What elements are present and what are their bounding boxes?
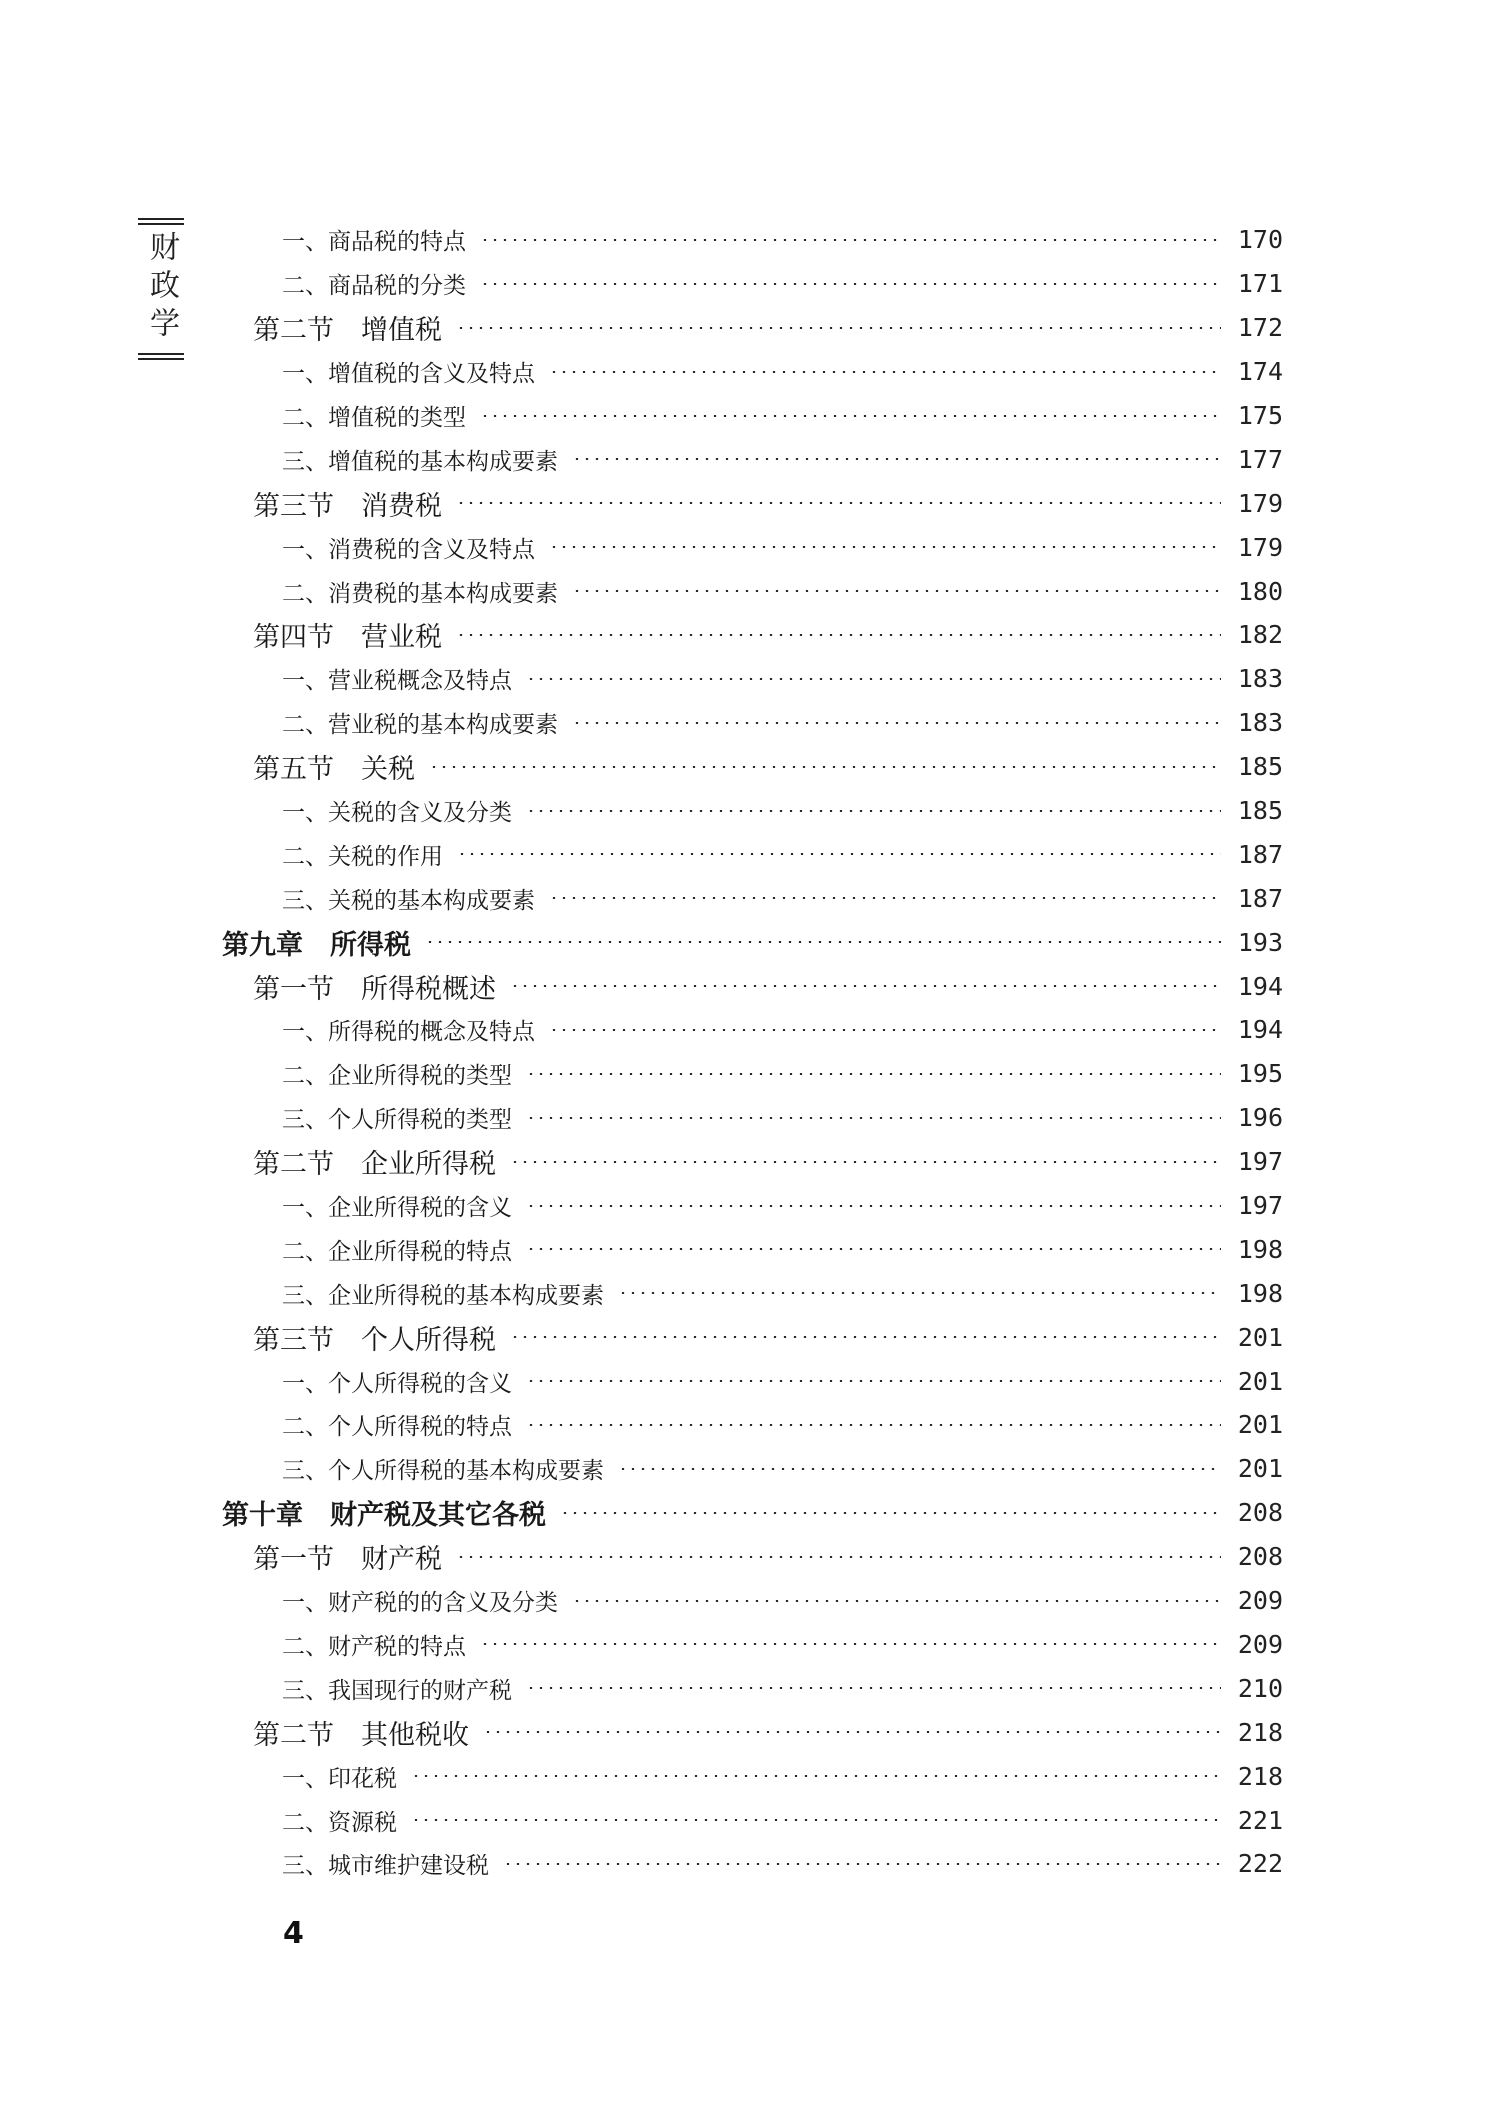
toc-entry-page-number: 221 (1237, 1805, 1283, 1835)
toc-entry-page-number: 187 (1237, 839, 1283, 869)
toc-entry-page-number: 195 (1237, 1059, 1283, 1089)
toc-entry-page-number: 175 (1237, 401, 1283, 430)
toc-entry-item (0, 1842, 1511, 1886)
dot-leader (560, 1512, 1221, 1514)
toc-entry-page-number: 198 (1237, 1234, 1283, 1264)
toc-entry-page-number: 182 (1237, 620, 1283, 650)
toc-entry-title: 三、关税的基本构成要素 (282, 887, 535, 914)
dot-leader (457, 853, 1221, 855)
toc-entry-page-number: 179 (1237, 532, 1283, 562)
toc-entry-page-number: 177 (1237, 444, 1283, 474)
dot-leader (549, 1029, 1221, 1031)
dot-leader (456, 1556, 1221, 1558)
toc-entry-page-number: 172 (1237, 313, 1283, 343)
toc-entry-item (0, 1798, 1511, 1842)
toc-entry-title: 第三节 消费税 (253, 490, 442, 522)
toc-entry-page-number: 201 (1237, 1454, 1283, 1484)
dot-leader (456, 502, 1221, 504)
toc-entry-section (0, 481, 1511, 525)
toc-entry-item (0, 701, 1511, 745)
toc-entry-item (0, 1403, 1511, 1447)
toc-entry-title: 三、城市维护建设税 (282, 1853, 489, 1880)
toc-entry-chapter (0, 920, 1511, 964)
toc-entry-item (0, 789, 1511, 833)
dot-leader (526, 1205, 1221, 1207)
dot-leader (572, 458, 1221, 460)
dot-leader (480, 283, 1221, 285)
toc-entry-item (0, 1184, 1511, 1228)
toc-entry-page-number: 208 (1237, 1498, 1283, 1528)
toc-entry-title: 一、个人所得税的含义 (282, 1370, 512, 1397)
dot-leader (526, 1380, 1221, 1382)
toc-entry-page-number: 201 (1237, 1410, 1283, 1440)
dot-leader (503, 1863, 1221, 1865)
toc-entry-title: 第十章 财产税及其它各税 (222, 1500, 546, 1532)
toc-entry-page-number: 208 (1237, 1542, 1283, 1572)
toc-entry-title: 三、增值税的基本构成要素 (282, 448, 558, 475)
toc-entry-section (0, 613, 1511, 657)
dot-leader (526, 1424, 1221, 1426)
dot-leader (618, 1468, 1221, 1470)
toc-entry-title: 二、财产税的特点 (282, 1633, 466, 1660)
toc-entry-item (0, 525, 1511, 569)
toc-entry-section (0, 964, 1511, 1008)
toc-entry-title: 第四节 营业税 (253, 622, 442, 654)
toc-entry-item (0, 218, 1511, 262)
dot-leader (572, 590, 1221, 592)
toc-entry-title: 第五节 关税 (253, 754, 415, 786)
dot-leader (549, 897, 1221, 899)
toc-entry-title: 一、所得税的概念及特点 (282, 1019, 535, 1046)
table-of-contents (0, 218, 1511, 1886)
dot-leader (510, 985, 1221, 987)
dot-leader (510, 1161, 1221, 1163)
toc-entry-item (0, 350, 1511, 394)
toc-entry-title: 一、企业所得税的含义 (282, 1195, 512, 1222)
toc-entry-title: 二、资源税 (282, 1809, 397, 1836)
toc-entry-title: 第二节 企业所得税 (253, 1149, 496, 1181)
dot-leader (526, 678, 1221, 680)
page-number: 4 (283, 1916, 304, 1951)
toc-entry-title: 一、营业税概念及特点 (282, 668, 512, 695)
dot-leader (510, 1336, 1221, 1338)
dot-leader (480, 239, 1221, 241)
toc-entry-page-number: 210 (1237, 1673, 1283, 1703)
toc-entry-item (0, 1008, 1511, 1052)
dot-leader (429, 766, 1221, 768)
toc-entry-page-number: 197 (1237, 1147, 1283, 1177)
toc-entry-page-number: 179 (1237, 488, 1283, 518)
toc-entry-item (0, 1052, 1511, 1096)
toc-entry-title: 第一节 所得税概述 (253, 973, 496, 1005)
toc-entry-item (0, 832, 1511, 876)
dot-leader (526, 1073, 1221, 1075)
toc-entry-title: 第一节 财产税 (253, 1544, 442, 1576)
toc-entry-section (0, 306, 1511, 350)
toc-entry-item (0, 1096, 1511, 1140)
dot-leader (411, 1819, 1221, 1821)
toc-entry-page-number: 194 (1237, 971, 1283, 1001)
toc-entry-section (0, 1710, 1511, 1754)
toc-entry-title: 一、增值税的含义及特点 (282, 361, 535, 388)
toc-entry-title: 三、我国现行的财产税 (282, 1677, 512, 1704)
dot-leader (526, 1248, 1221, 1250)
toc-entry-section (0, 1140, 1511, 1184)
toc-entry-title: 第三节 个人所得税 (253, 1324, 496, 1356)
toc-entry-title: 二、个人所得税的特点 (282, 1414, 512, 1441)
dot-leader (572, 1600, 1221, 1602)
toc-entry-title: 一、关税的含义及分类 (282, 800, 512, 827)
dot-leader (456, 327, 1221, 329)
toc-entry-page-number: 193 (1237, 927, 1283, 957)
toc-entry-page-number: 185 (1237, 752, 1283, 782)
toc-entry-section (0, 745, 1511, 789)
toc-entry-page-number: 209 (1237, 1629, 1283, 1659)
toc-entry-page-number: 201 (1237, 1322, 1283, 1352)
toc-entry-item (0, 569, 1511, 613)
toc-entry-page-number: 218 (1237, 1717, 1283, 1747)
toc-entry-item (0, 394, 1511, 438)
toc-entry-title: 二、企业所得税的类型 (282, 1063, 512, 1090)
toc-entry-item (0, 1666, 1511, 1710)
dot-leader (549, 371, 1221, 373)
toc-entry-item (0, 1359, 1511, 1403)
book-title-text: 财政学 (144, 231, 179, 345)
toc-entry-page-number: 183 (1237, 708, 1283, 738)
toc-entry-title: 三、个人所得税的类型 (282, 1107, 512, 1134)
toc-entry-item (0, 437, 1511, 481)
toc-entry-title: 二、商品税的分类 (282, 273, 466, 300)
toc-entry-title: 三、个人所得税的基本构成要素 (282, 1458, 604, 1485)
toc-entry-page-number: 185 (1237, 796, 1283, 826)
toc-entry-item (0, 1623, 1511, 1667)
toc-entry-title: 第九章 所得税 (222, 929, 411, 961)
dot-leader (480, 415, 1221, 417)
toc-entry-page-number: 170 (1237, 225, 1283, 255)
dot-leader (526, 1687, 1221, 1689)
toc-entry-page-number: 194 (1237, 1015, 1283, 1045)
toc-entry-title: 二、消费税的基本构成要素 (282, 580, 558, 607)
toc-entry-title: 二、企业所得税的特点 (282, 1238, 512, 1265)
toc-entry-page-number: 196 (1237, 1103, 1283, 1133)
toc-entry-title: 二、营业税的基本构成要素 (282, 712, 558, 739)
toc-entry-page-number: 209 (1237, 1586, 1283, 1616)
toc-entry-page-number: 218 (1237, 1761, 1283, 1791)
toc-entry-item (0, 262, 1511, 306)
toc-entry-page-number: 201 (1237, 1366, 1283, 1396)
toc-entry-title: 一、印花税 (282, 1765, 397, 1792)
toc-entry-title: 一、财产税的的含义及分类 (282, 1590, 558, 1617)
toc-entry-item (0, 1271, 1511, 1315)
dot-leader (425, 941, 1221, 943)
toc-entry-item (0, 1754, 1511, 1798)
toc-entry-title: 二、关税的作用 (282, 843, 443, 870)
toc-entry-title: 一、消费税的含义及特点 (282, 536, 535, 563)
toc-entry-page-number: 183 (1237, 664, 1283, 694)
toc-entry-page-number: 187 (1237, 883, 1283, 913)
toc-entry-page-number: 222 (1237, 1849, 1283, 1879)
toc-entry-title: 二、增值税的类型 (282, 405, 466, 431)
toc-entry-page-number: 197 (1237, 1191, 1283, 1221)
toc-entry-title: 第二节 其他税收 (253, 1719, 469, 1751)
toc-entry-item (0, 876, 1511, 920)
toc-entry-section (0, 1315, 1511, 1359)
toc-entry-item (0, 1227, 1511, 1271)
dot-leader (411, 1775, 1221, 1777)
toc-entry-page-number: 174 (1237, 357, 1283, 387)
toc-entry-page-number: 198 (1237, 1278, 1283, 1308)
dot-leader (549, 546, 1221, 548)
toc-entry-item (0, 657, 1511, 701)
toc-entry-item (0, 1447, 1511, 1491)
toc-entry-page-number: 180 (1237, 576, 1283, 606)
toc-entry-section (0, 1535, 1511, 1579)
toc-entry-title: 一、商品税的特点 (282, 229, 466, 256)
dot-leader (526, 810, 1221, 812)
toc-entry-chapter (0, 1491, 1511, 1535)
toc-entry-title: 三、企业所得税的基本构成要素 (282, 1282, 604, 1309)
toc-entry-title: 第二节 增值税 (253, 315, 442, 347)
dot-leader (456, 634, 1221, 636)
dot-leader (618, 1292, 1221, 1294)
toc-entry-item (0, 1579, 1511, 1623)
dot-leader (483, 1731, 1221, 1733)
dot-leader (526, 1117, 1221, 1119)
dot-leader (480, 1643, 1221, 1645)
toc-entry-page-number: 171 (1237, 269, 1283, 299)
dot-leader (572, 722, 1221, 724)
